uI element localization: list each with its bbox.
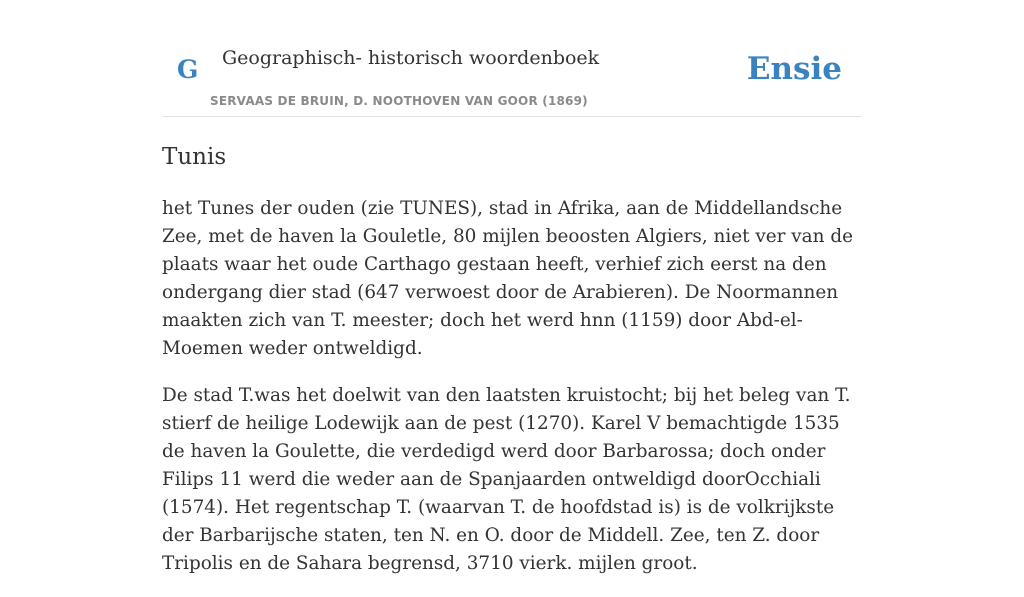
book-header [162,0,862,117]
entry-paragraph: het Tunes der ouden (zie TUNES), stad in Afrika, aan de Middellandsche Zee, met de haven la Gouletle, 80 mijlen beoosten Algiers, niet ver van de plaats waar het oude Carthago gestaan heeft, verhief zich eerst na den ondergang dier stad (647 verwoest door de Arabieren). De Noormannen maakten zich van T. meester; doch het werd hnn (1159) door Abd-el-Moemen weder ontweldigd. [162,198,853,359]
page-container [162,0,862,597]
ensie-logo[interactable]: Ensie [746,51,842,87]
entry-title: Tunis [162,144,227,170]
book-logo-icon[interactable]: G [177,55,199,84]
book-title-link[interactable]: Geographisch- historisch woordenboek [222,47,600,69]
entry-paragraph: De stad T.was het doelwit van den laatsten kruistocht; bij het beleg van T. stierf de heilige Lodewijk aan de pest (1270). Karel V bemachtigde 1535 de haven la Goulette, die verdedigd werd door Barbarossa; doch onder Filips 11 werd die weder aan de Spanjaarden ontweldigd doorOcchiali (1574). Het regentschap T. (waarvan T. de hoofdstad is) is de volkrijkste der Barbarijsche staten, ten N. en O. door de Middell. Zee, ten Z. door Tripolis en de Sahara begrensd, 3710 vierk. mijlen groot. [162,385,851,574]
entry-body [162,195,862,578]
book-authors-meta: SERVAAS DE BRUIN, D. NOOTHOVEN VAN GOOR (1869) [210,94,588,108]
